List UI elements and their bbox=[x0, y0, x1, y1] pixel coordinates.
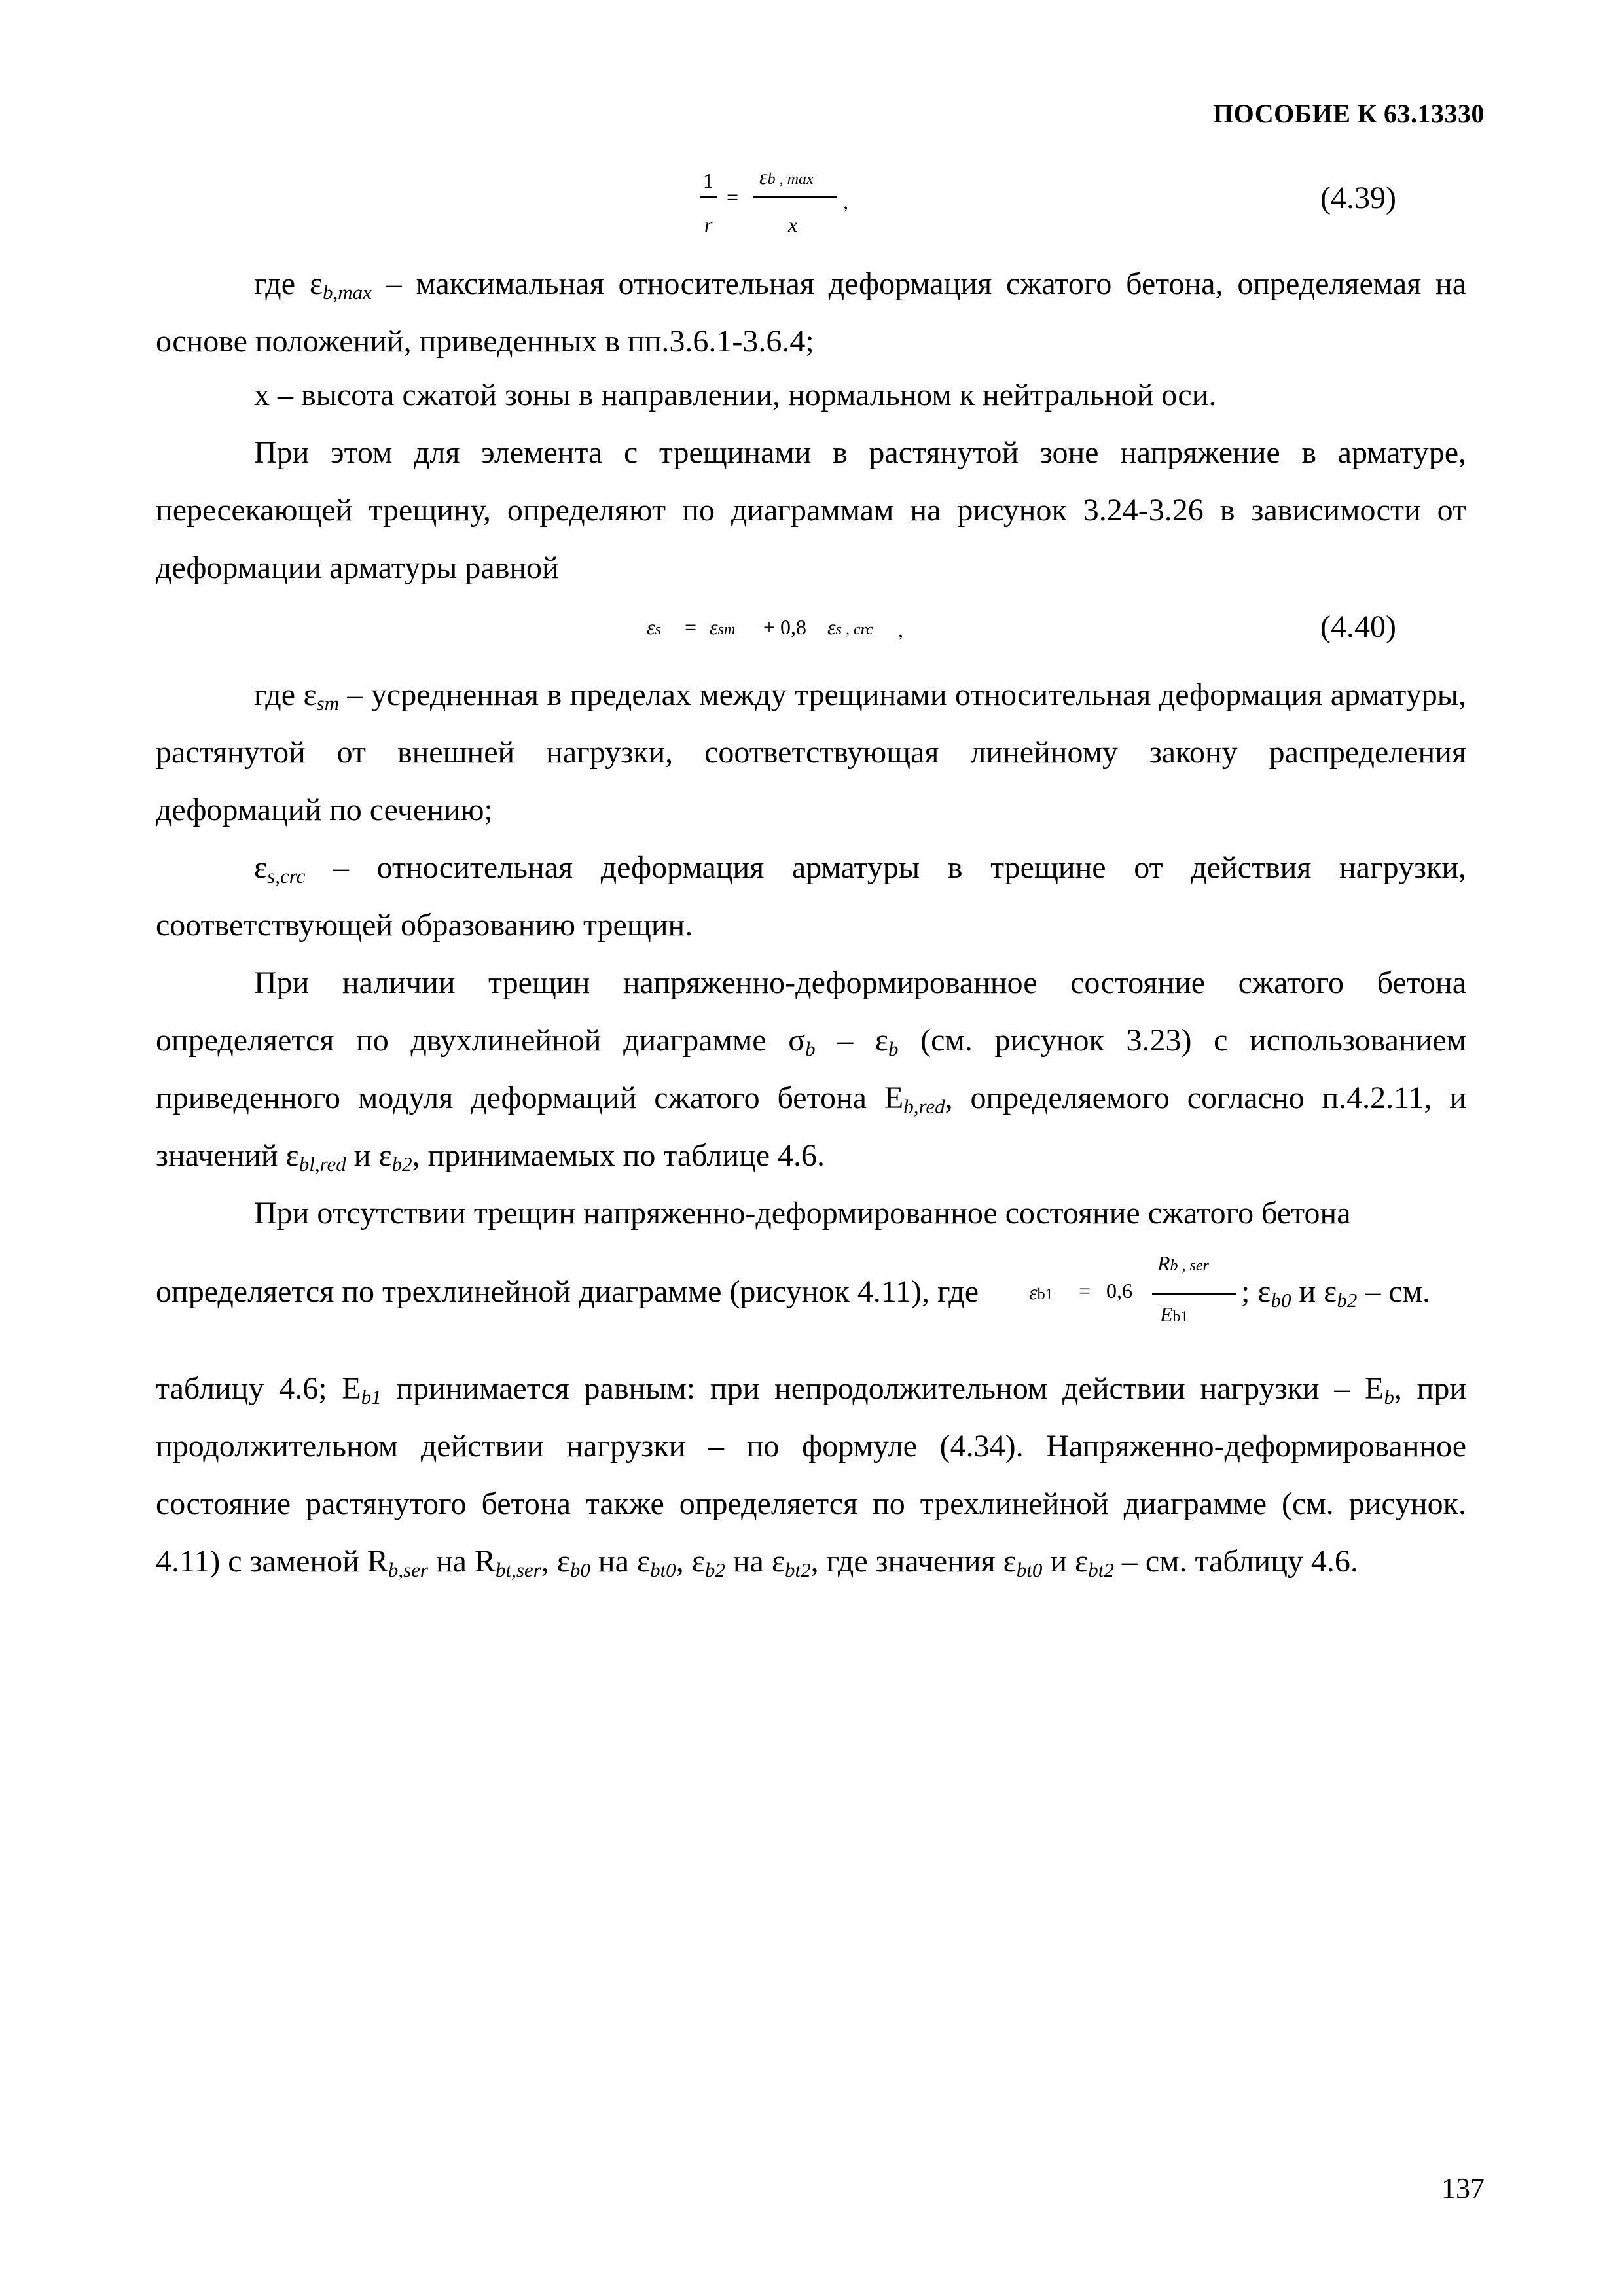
equation-number: (4.39) bbox=[1320, 181, 1396, 215]
formula-rhs-denominator: x bbox=[788, 213, 798, 236]
formula-lhs-fraction-bar bbox=[700, 196, 717, 198]
inline-formula-numerator: Rb , ser bbox=[1157, 1251, 1209, 1275]
inline-formula-coefficient: 0,6 bbox=[1106, 1279, 1132, 1302]
formula-rhs-fraction-bar bbox=[753, 196, 837, 198]
paragraph-with-cracks: При наличии трещин напряженно-деформированное состояние сжатого бетона определяется по двухлинейной диаграмме $\sigma_b - \varepsilon_b$ (см. рисунок 3.23) с использованием приведенного модуля деформаций сжатого бетона $E_{b,red}$, определяемого согласно п.4.2.11, и значений $\varepsilon_{bl,red}$ и $\varepsilon_{b2}$, принимаемых по таблице 4.6. bbox=[156, 965, 1467, 1175]
formula-rhs-numerator: εb , max bbox=[759, 165, 814, 188]
formula-equals: = bbox=[727, 185, 739, 209]
formula-lhs-numerator: 1 bbox=[703, 169, 713, 192]
paragraph-x-definition: x – высота сжатой зоны в направлении, нормальном к нейтральной оси. bbox=[254, 378, 1217, 412]
inline-formula-eps-b1: εb1 bbox=[1029, 1280, 1053, 1304]
formula-plus-coef: + 0,8 bbox=[763, 615, 807, 639]
formula-eps-s: εs bbox=[647, 615, 661, 639]
formula-equals: = bbox=[685, 615, 697, 639]
equation-number: (4.40) bbox=[1320, 609, 1396, 644]
paragraph-eps-sm: где $\varepsilon_{sm}$ – усредненная в пределах между трещинами относительная деформация арматуры, растянутой от внешней нагрузки, соответствующая линейному закону распределения деформаций по сечению; bbox=[156, 677, 1466, 827]
formula-comma: , bbox=[843, 190, 848, 213]
inline-formula-fraction-bar bbox=[1152, 1293, 1236, 1295]
paragraph-eps-scrc: $\varepsilon_{s,crc}$ – относительная деформация арматуры в трещине от действия нагрузки, соответствующей образованию трещин. bbox=[156, 850, 1466, 942]
inline-formula-equals: = bbox=[1079, 1279, 1091, 1302]
document-header: ПОСОБИЕ К 63.13330 bbox=[1213, 99, 1485, 128]
paragraph-without-cracks-line1: При отсутствии трещин напряженно-деформированное состояние сжатого бетона bbox=[254, 1196, 1351, 1230]
page-number: 137 bbox=[1441, 2172, 1485, 2204]
formula-comma: , bbox=[898, 618, 903, 641]
paragraph-eps-bmax: где $\varepsilon_{b,max}$ – максимальная относительная деформация сжатого бетона, определяемая на основе положений, приведенных в пп.3.6.1-3.6.4; bbox=[156, 266, 1466, 359]
inline-formula-denominator: Eb1 bbox=[1160, 1302, 1189, 1326]
formula-lhs-denominator: r bbox=[704, 213, 713, 236]
paragraph-stress-in-rebar: При этом для элемента с трещинами в растянутой зоне напряжение в арматуре, пересекающей трещину, определяют по диаграммам на рисунок 3.24-3.26 в зависимости от деформации арматуры равной bbox=[156, 435, 1466, 585]
paragraph-without-cracks-rest: таблицу 4.6; $E_{b1}$ принимается равным: при непродолжительном действии нагрузки – $E_b$, при продолжительном действии нагрузки – по формуле (4.34). Напряженно-деформированное состояние растянутого бетона также определяется по трехлинейной диаграмме (см. рисунок. 4.11) с заменой $R_{b,ser}$ на $R_{bt,ser}$, $\varepsilon_{b0}$ на $\varepsilon_{bt0}$, $\varepsilon_{b2}$ на $\varepsilon_{bt2}$, где значения $\varepsilon_{bt0}$ и $\varepsilon_{bt2}$ – см. таблицу 4.6. bbox=[156, 1371, 1467, 1581]
formula-eps-scrc: εs , crc bbox=[827, 615, 873, 639]
line2-tail: ; $\varepsilon_{b0}$ и $\varepsilon_{b2}$ – см. bbox=[1241, 1274, 1431, 1312]
formula-eps-sm: εsm bbox=[710, 615, 736, 639]
